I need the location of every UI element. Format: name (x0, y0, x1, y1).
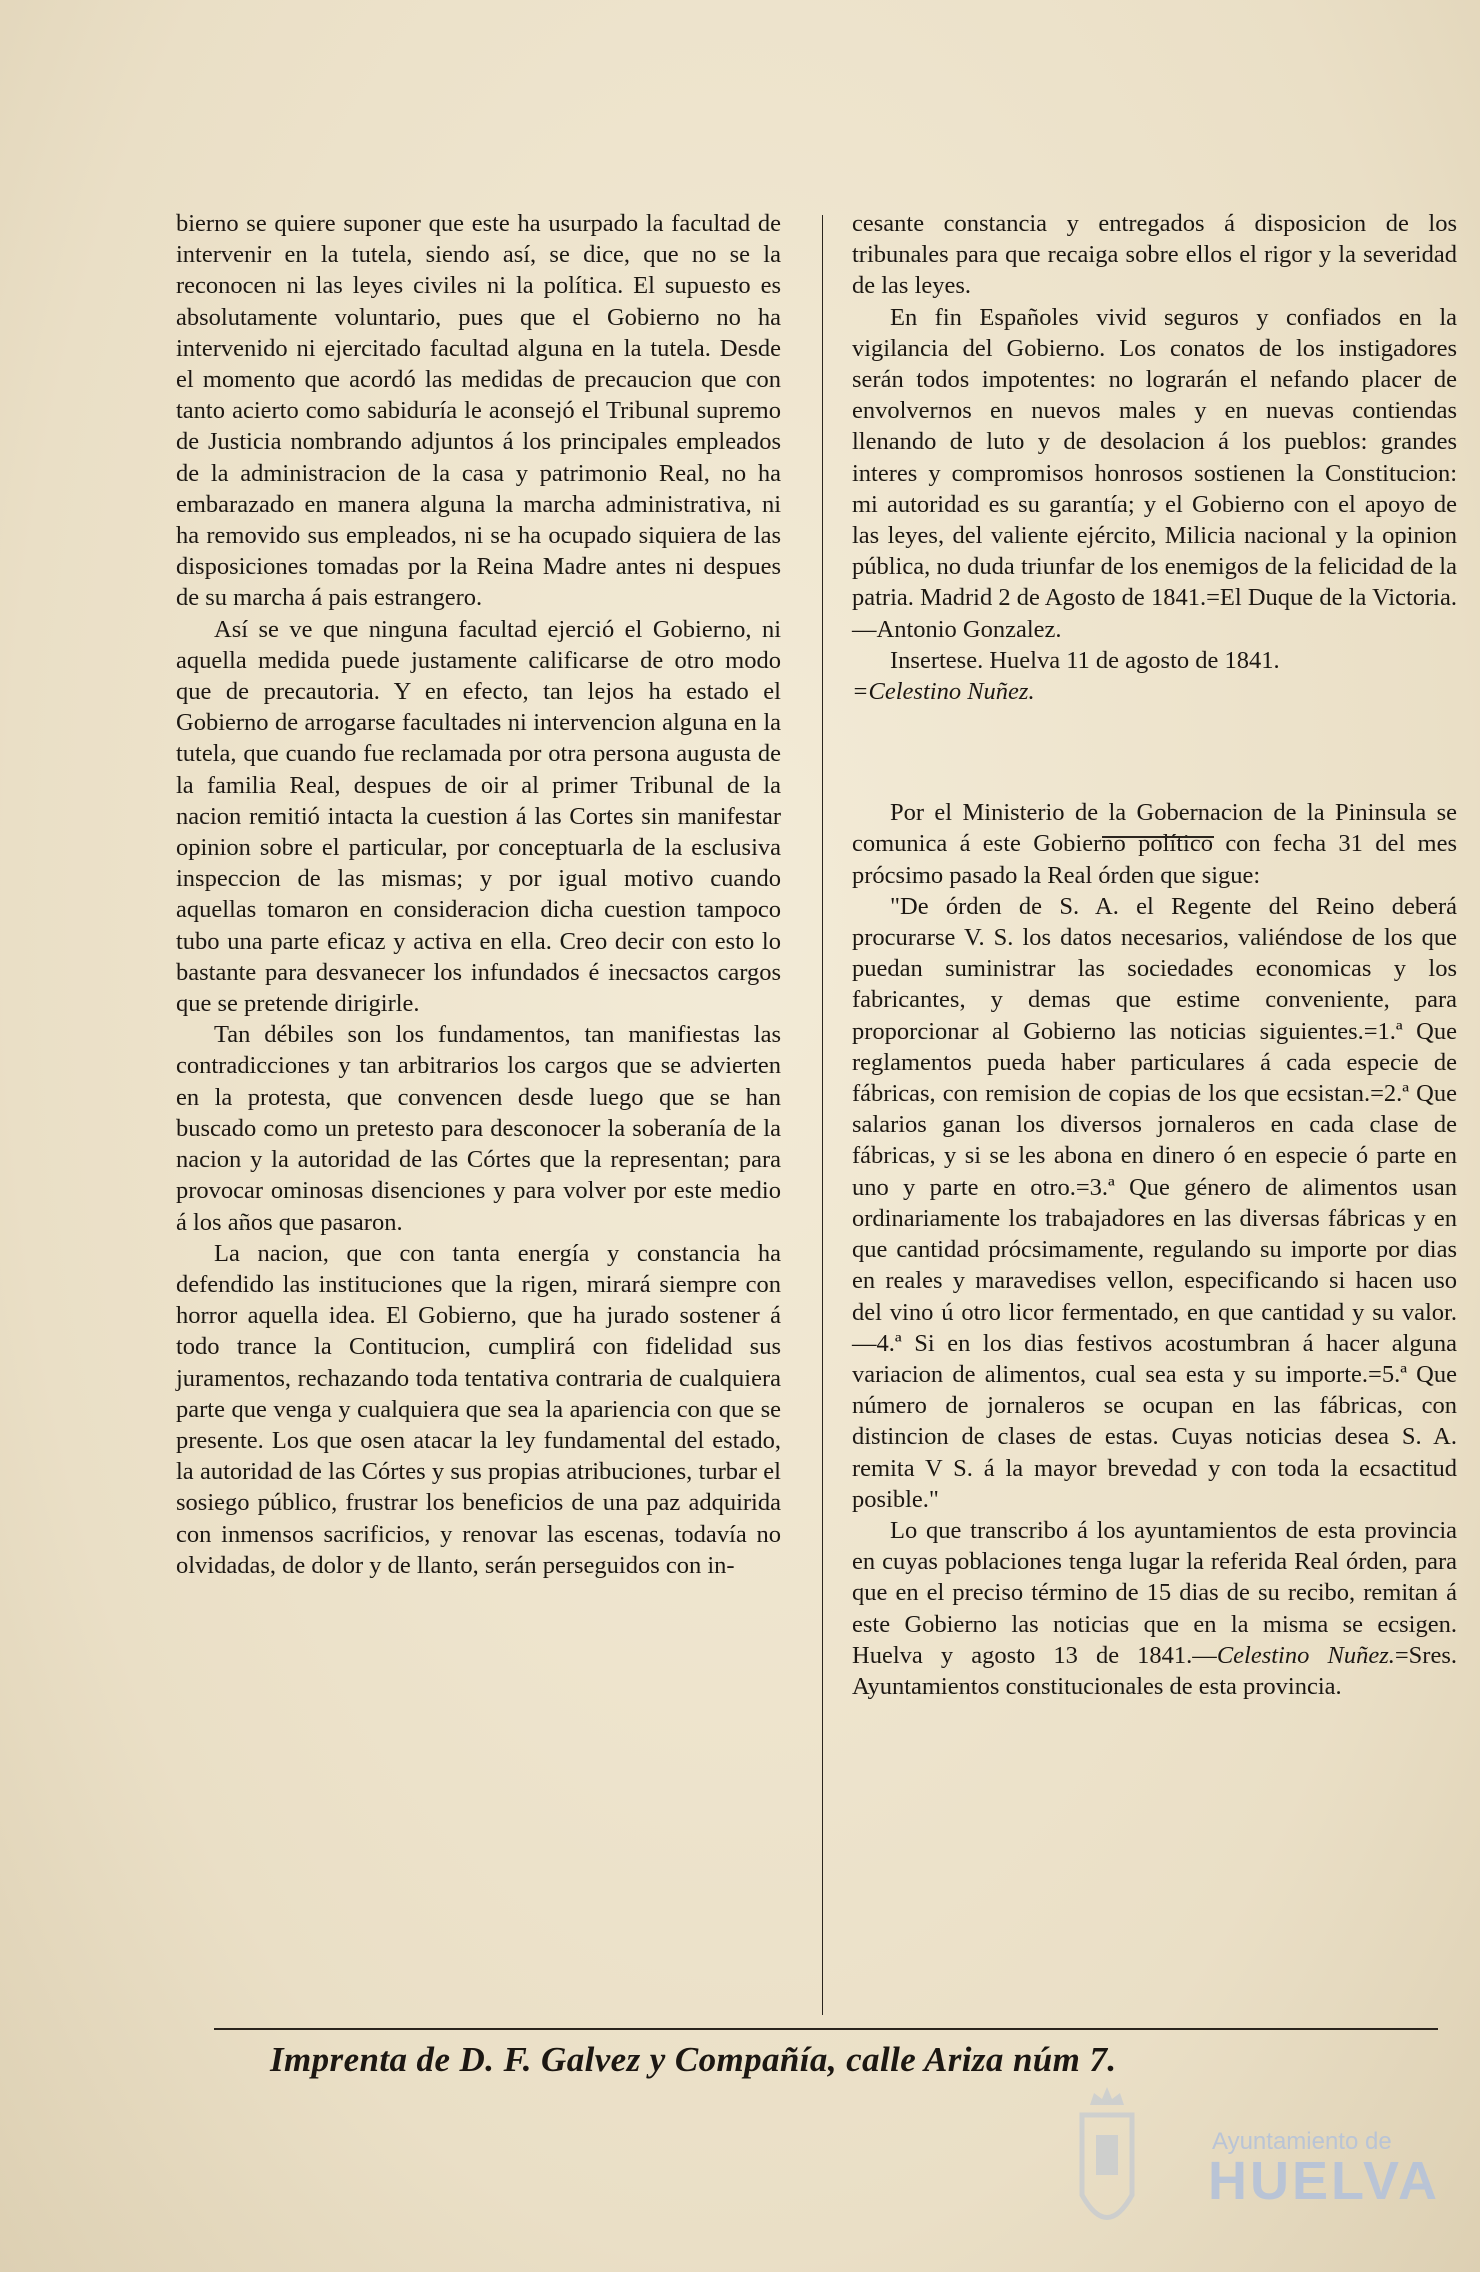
right-paragraph-6 (852, 1515, 1457, 1702)
left-column (176, 208, 781, 1581)
signature-celestino: =Celestino Nuñez. (852, 678, 1035, 706)
signature-celestino-2: Celestino Nuñez. (1216, 1641, 1395, 1669)
section-separator (1102, 836, 1214, 838)
printer-imprint: Imprenta de D. F. Galvez y Compañía, calle Ariza núm 7. (270, 2040, 1117, 2079)
watermark-line-2: HUELVA (1208, 2151, 1440, 2211)
left-paragraph-3: Tan débiles son los fundamentos, tan manifiestas las contradicciones y tan arbitrarios los cargos que se advierten en la protesta, que convencen desde luego que se han buscado como un pretesto para desconocer la soberanía de la nacion y la autoridad de las Córtes que la representan; para provocar ominosas disenciones y para volver por este medio á los años que pasaron. (176, 1021, 781, 1236)
right-paragraph-3 (852, 645, 1457, 707)
left-paragraph-4: La nacion, que con tanta energía y constancia ha defendido las instituciones que la rigen, mirará siempre con horror aquella idea. El Gobierno, que ha jurado sostener á todo trance la Contitucion, cumplirá con fidelidad sus juramentos, rechazando toda tentativa contraria de cualquiera parte que venga y cualquiera que sea la apariencia con que se presente. Los que osen atacar la ley fundamental del estado, la autoridad de las Córtes y sus propias atribuciones, turbar el sosiego público, frustrar los beneficios de una paz adquirida con inmensos sacrificios, y renovar las escenas, todavía no olvidadas, de dolor y de llanto, serán perseguidos con in- (176, 1239, 781, 1579)
right-paragraph-5: "De órden de S. A. el Regente del Reino deberá procurarse V. S. los datos necesarios, valiéndose de los que puedan suministrar las sociedades economicas y los fabricantes, y demas que estime conveniente, para proporcionar al Gobierno las noticias siguientes.=1.ª Que reglamentos pueda haber particulares á cada especie de fábricas, con remision de copias de los que ecsistan.=2.ª Que salarios ganan los diversos jornaleros en cada clase de fábricas, y si se les abona en dinero ó en especie ó parte en uno y parte en otro.=3.ª Que género de alimentos usan ordinariamente los trabajadores en las diversas fábricas y en que cantidad prócsimamente, regulando su importe por dias en reales y maravedises vellon, especificando si hacen uso del vino ú otro licor fermentado, en que cantidad y su valor.—4.ª Si en los dias festivos acostumbran á hacer alguna variacion de alimentos, cual sea esta y su importe.=5.ª Que número de jornaleros se ocupan en las fábricas, con distincion de clases de estas. Cuyas noticias desea S. A. remita V S. á la mayor brevedad y con toda la ecsactitud posible." (852, 892, 1457, 1513)
section-gap (852, 707, 1457, 797)
closing-text: Lo que transcribo á los ayuntamientos de esta provincia en cuyas poblaciones tenga lugar la referida Real órden, para que en el preciso término de 15 dias de su recibo, remitan á este Gobierno las noticias que en la misma se ecsigen. Huelva y agosto 13 de 1841.— (852, 1516, 1457, 1669)
column-divider (822, 215, 823, 2015)
left-paragraph-2: Así se ve que ninguna facultad ejerció el Gobierno, ni aquella medida puede justamente calificarse de otro modo que de precautoria. Y en efecto, tan lejos ha estado el Gobierno de arrogarse facultades ni intervencion alguna en la tutela, que cuando fue reclamada por otra persona augusta de la familia Real, despues de oir al primer Tribunal de la nacion remitió intacta la cuestion á las Cortes sin manifestar opinion sobre el particular, por conceptuarla de la esclusiva inspeccion de las mismas; y por igual motivo cuando aquellas tomaron en consideracion dicha cuestion tampoco tubo una parte eficaz y activa en ella. Creo decir con esto lo bastante para desvanecer los infundados é inecsactos cargos que se pretende dirigirle. (176, 615, 781, 1018)
insertese-line: Insertese. Huelva 11 de agosto de 1841. (890, 646, 1280, 674)
right-column (852, 208, 1457, 1702)
closing-addressee: =Sres. Ayuntamientos constitucionales de esta provincia. (852, 1641, 1457, 1700)
right-paragraph-4: Por el Ministerio de la Gobernacion de la Pininsula se comunica á este Gobierno político con fecha 31 del mes prócsimo pasado la Real órden que sigue: (852, 799, 1457, 889)
right-paragraph-2: En fin Españoles vivid seguros y confiados en la vigilancia del Gobierno. Los conatos de los instigadores serán todos impotentes: no lograrán el nefando placer de envolvernos en nuevos males y en nuevas contiendas llenando de luto y de desolacion á los pueblos: grandes interes y compromisos honrosos sostienen la Constitucion: mi autoridad es su garantía; y el Gobierno con el apoyo de las leyes, del valiente ejército, Milicia nacional y la opinion pública, no duda triunfar de los enemigos de la felicidad de la patria. Madrid 2 de Agosto de 1841.=El Duque de la Victoria.—Antonio Gonzalez. (852, 303, 1457, 643)
left-paragraph-1: bierno se quiere suponer que este ha usurpado la facultad de intervenir en la tutela, siendo así, se dice, que no se la reconocen ni las leyes civiles ni la política. El supuesto es absolutamente voluntario, pues que el Gobierno no ha intervenido ni ejercitado facultad alguna en la tutela. Desde el momento que acordó las medidas de precaucion que con tanto acierto como sabiduría le aconsejó el Tribunal supremo de Justicia nombrando adjuntos á los principales empleados de la administracion de la casa y patrimonio Real, no ha embarazado en manera alguna la marcha administrativa, ni ha removido sus empleados, ni se ha ocupado siquiera de las disposiciones tomadas por la Reina Madre antes ni despues de su marcha á pais estrangero. (176, 210, 781, 612)
right-paragraph-1: cesante constancia y entregados á disposicion de los tribunales para que recaiga sobre ellos el rigor y la severidad de las leyes. (852, 210, 1457, 300)
footer-rule (214, 2028, 1438, 2030)
watermark-line-1: Ayuntamiento de (1212, 2128, 1392, 2155)
